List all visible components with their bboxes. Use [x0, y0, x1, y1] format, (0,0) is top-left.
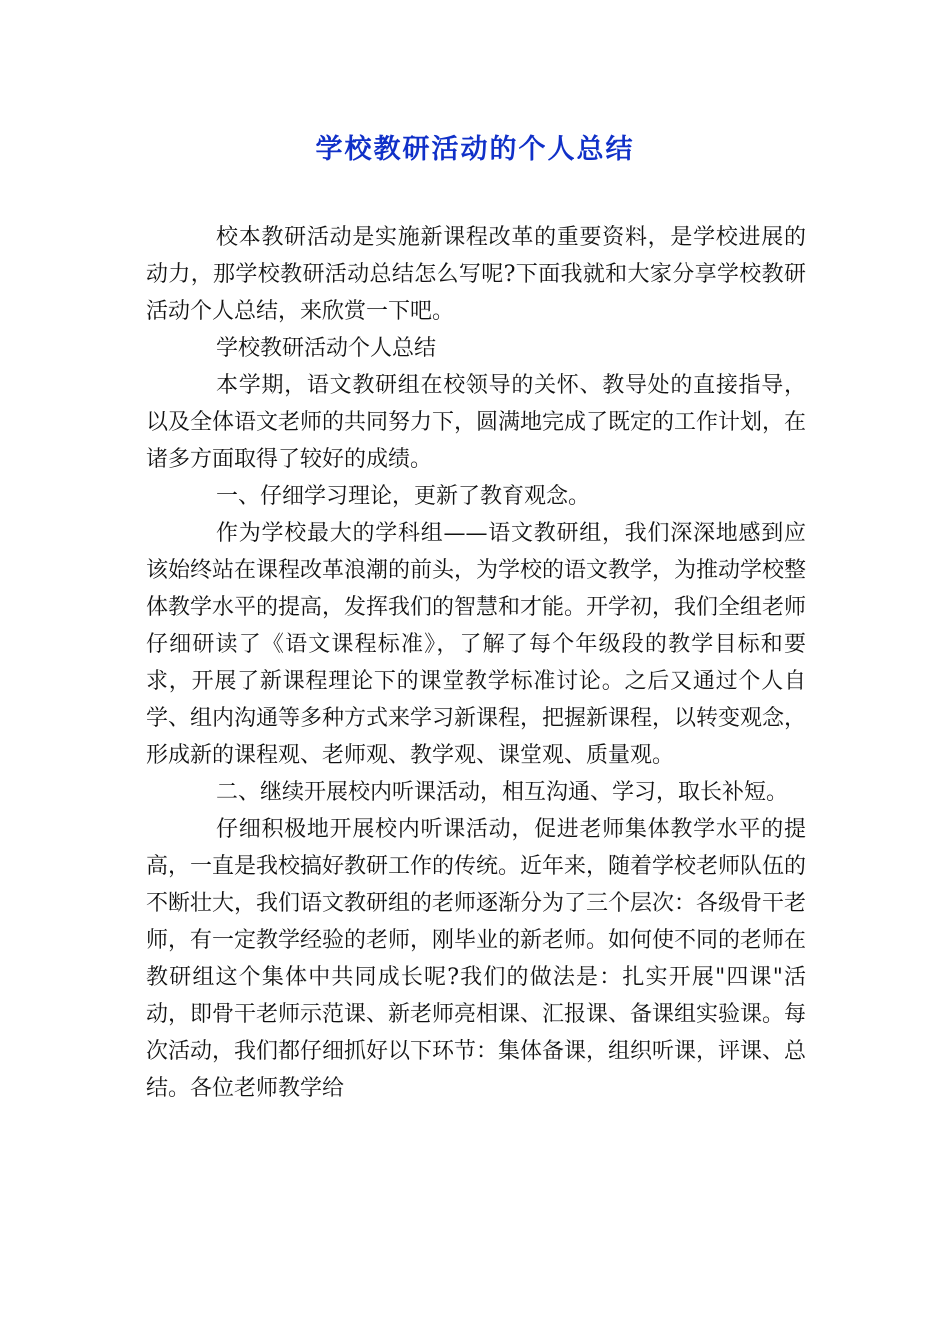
paragraph-section-1: 作为学校最大的学科组——语文教研组，我们深深地感到应该始终站在课程改革浪潮的前头，为学校的语文教学，为推动学校整体教学水平的提高，发挥我们的智慧和才能。开学初，我们全组老师仔细研读了《语文课程标准》，了解了每个年级段的教学目标和要求，开展了新课程理论下的课堂教学标准讨论。之后又通过个人自学、组内沟通等多种方式来学习新课程，把握新课程，以转变观念，形成新的课程观、老师观、教学观、课堂观、质量观。: [146, 521, 807, 768]
paragraph-overview: 本学期，语文教研组在校领导的关怀、教导处的直接指导，以及全体语文老师的共同努力下，圆满地完成了既定的工作计划，在诸多方面取得了较好的成绩。: [146, 373, 807, 472]
paragraph-intro: 校本教研活动是实施新课程改革的重要资料，是学校进展的动力，那学校教研活动总结怎么写呢?下面我就和大家分享学校教研活动个人总结，来欣赏一下吧。: [146, 225, 806, 324]
document-body: [146, 219, 806, 1107]
paragraph-subtitle: 学校教研活动个人总结: [216, 336, 437, 361]
paragraph-heading-2: 二、继续开展校内听课活动，相互沟通、学习，取长补短。: [216, 780, 789, 805]
paragraph-section-2: 仔细积极地开展校内听课活动，促进老师集体教学水平的提高，一直是我校搞好教研工作的传统。近年来，随着学校老师队伍的不断壮大，我们语文教研组的老师逐渐分为了三个层次：各级骨干老师，有一定教学经验的老师，刚毕业的新老师。如何使不同的老师在教研组这个集体中共同成长呢?我们的做法是：扎实开展"四课"活动，即骨干老师示范课、新老师亮相课、汇报课、备课组实验课。每次活动，我们都仔细抓好以下环节：集体备课，组织听课，评课、总结。各位老师教学给: [146, 817, 807, 1101]
document-title: 学校教研活动的个人总结: [315, 134, 635, 165]
paragraph-heading-1: 一、仔细学习理论，更新了教育观念。: [216, 484, 591, 509]
